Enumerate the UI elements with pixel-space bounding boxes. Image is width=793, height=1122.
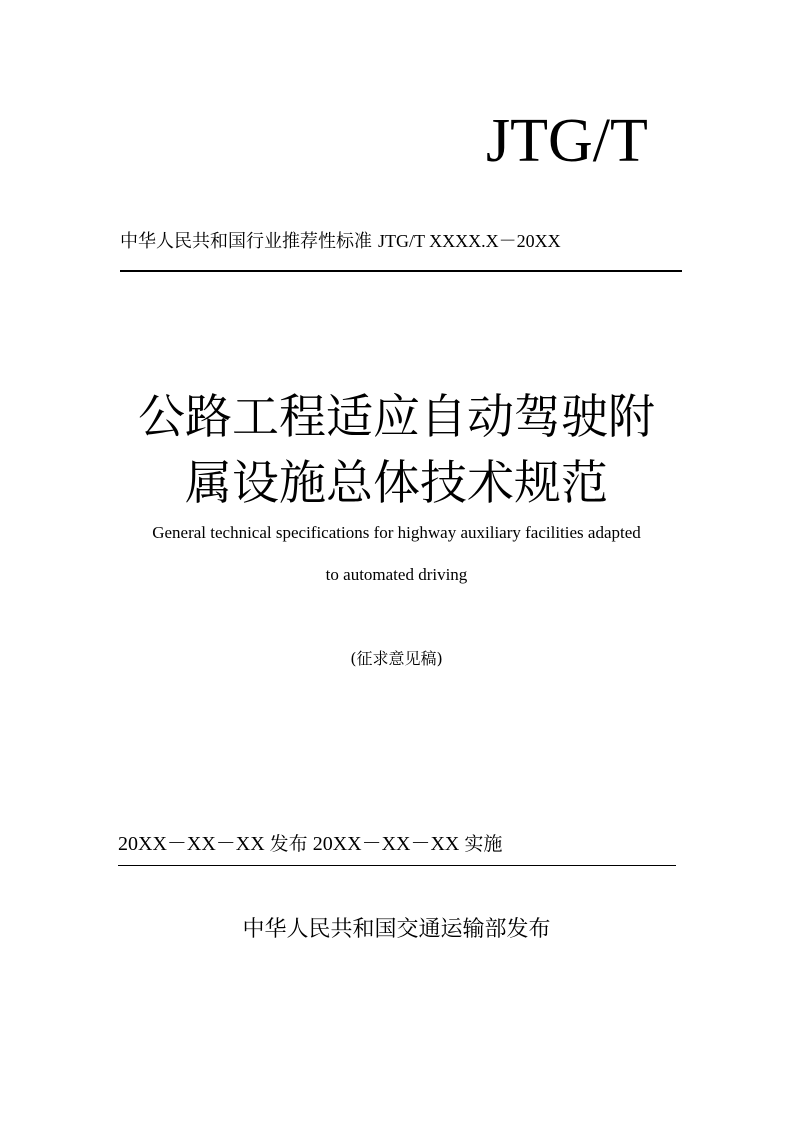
- chinese-title-line-1: 公路工程适应自动驾驶附: [138, 390, 655, 445]
- top-divider: [120, 270, 682, 272]
- english-title-line-2: to automated driving: [325, 565, 468, 584]
- standard-code-mark: JTG/T: [486, 107, 648, 175]
- english-title-line-1: General technical specifications for highway auxiliary facilities adapted: [152, 523, 641, 542]
- chinese-title-line-2: 属设施总体技术规范: [185, 456, 608, 511]
- standard-number: JTG/T XXXX.X－20XX: [378, 231, 561, 251]
- standard-designation: [120, 228, 561, 255]
- bottom-divider: [118, 865, 676, 866]
- effective-label: 实施: [464, 833, 503, 855]
- draft-status-note: (征求意见稿): [350, 649, 443, 668]
- issue-effective-dates: [118, 830, 502, 858]
- effective-date: 20XX－XX－XX: [312, 833, 460, 855]
- issue-label: 发布: [269, 833, 308, 855]
- issue-date: 20XX－XX－XX: [118, 833, 265, 855]
- standard-category-label: 中华人民共和国行业推荐性标准: [120, 231, 372, 252]
- publisher-line: 中华人民共和国交通运输部发布: [242, 917, 551, 942]
